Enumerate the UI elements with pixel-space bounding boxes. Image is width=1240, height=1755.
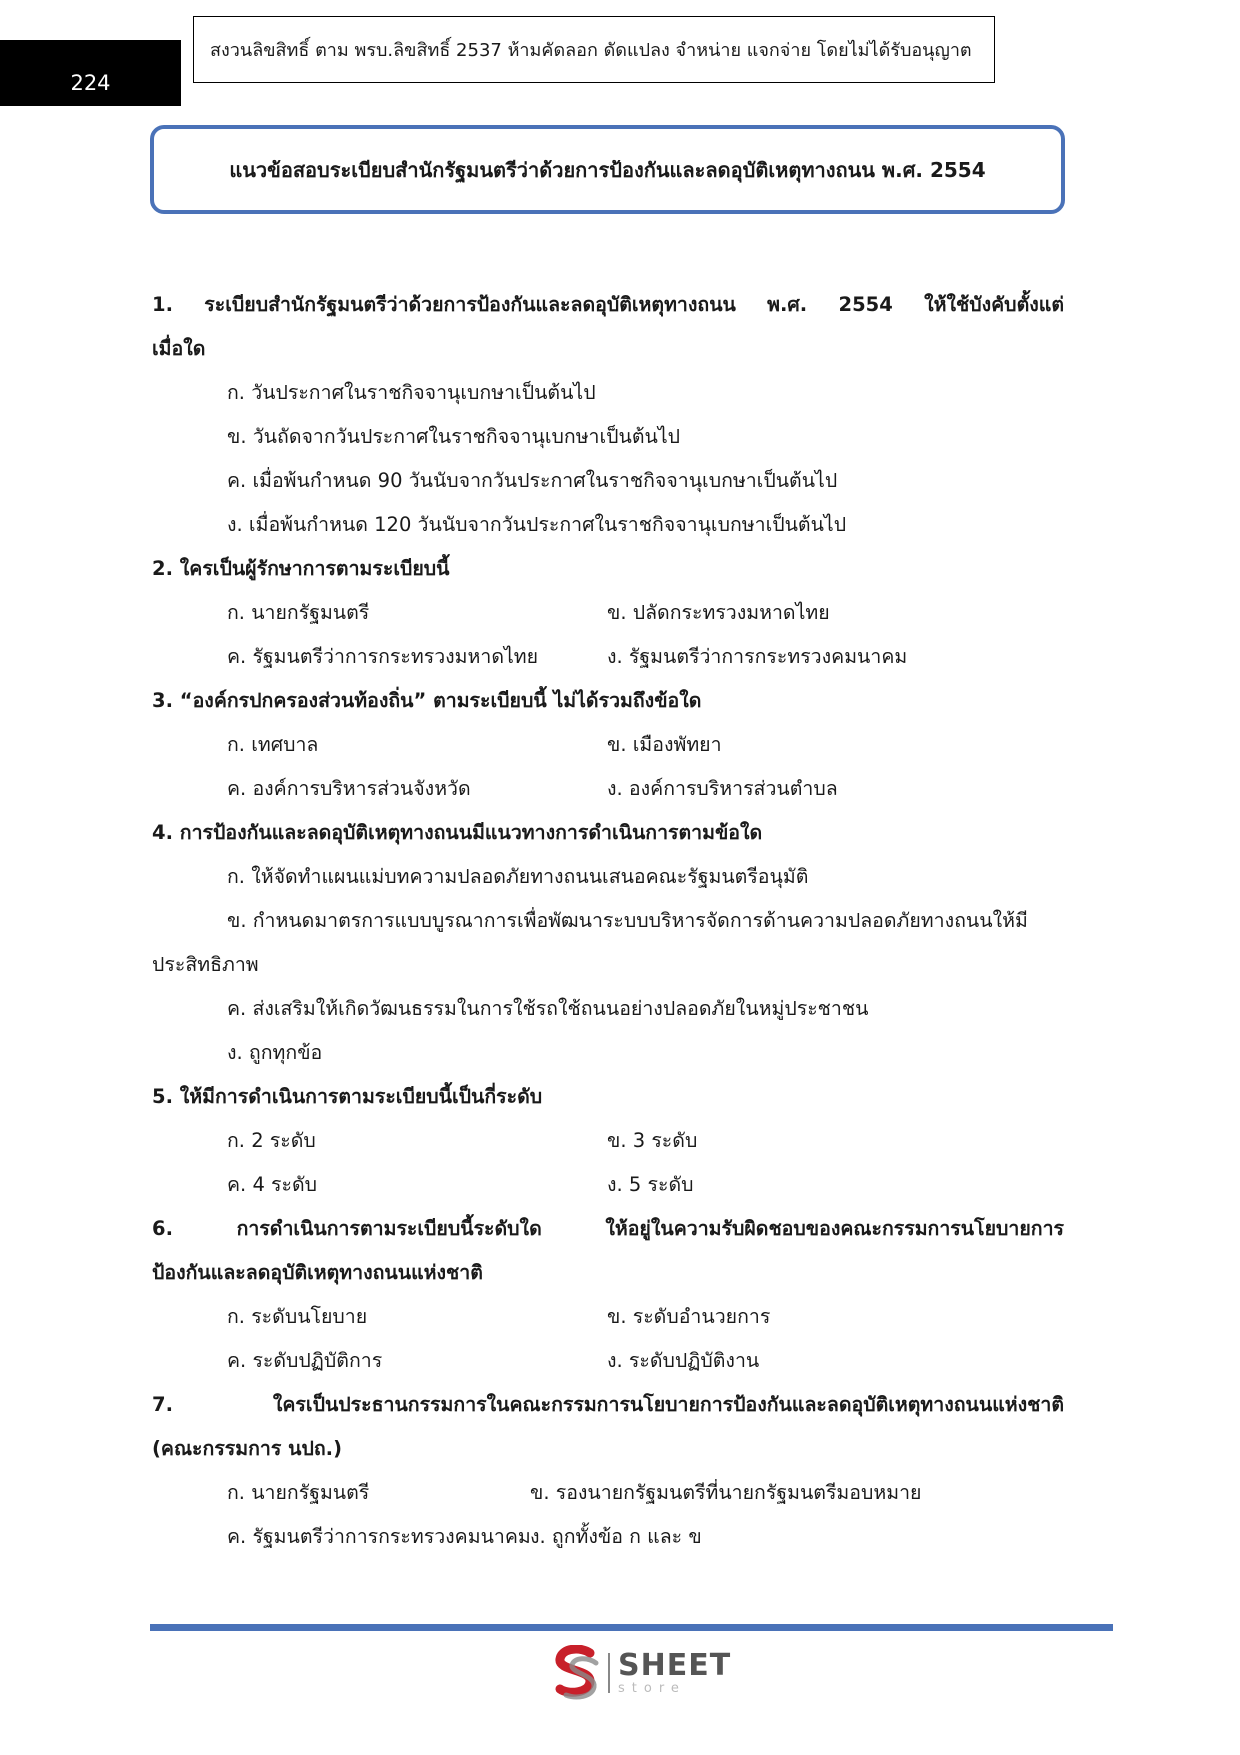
question-word: ระเบียบสำนักรัฐมนตรีว่าด้วยการป้องกันและลดอุบัติเหตุทางถนน — [204, 293, 736, 316]
option: ง. รัฐมนตรีว่าการกระทรวงคมนาคม — [607, 645, 908, 668]
option: ก. นายกรัฐมนตรี — [227, 601, 370, 624]
option: ข. กำหนดมาตรการแบบบูรณาการเพื่อพัฒนาระบบบริหารจัดการด้านความปลอดภัยทางถนนให้มีประสิทธิภาพ — [152, 909, 1028, 976]
option: ค. 4 ระดับ — [227, 1173, 318, 1196]
option: ค. ส่งเสริมให้เกิดวัฒนธรรมในการใช้รถใช้ถนนอย่างปลอดภัยในหมู่ประชาชน — [227, 997, 869, 1020]
question-word: ให้ใช้บังคับตั้งแต่ — [924, 293, 1064, 316]
option: ค. รัฐมนตรีว่าการกระทรวงคมนาคม — [227, 1525, 531, 1548]
option: ค. เมื่อพ้นกำหนด 90 วันนับจากวันประกาศในราชกิจจานุเบกษาเป็นต้นไป — [227, 469, 838, 492]
option-row — [152, 1163, 1064, 1207]
option-row — [152, 1471, 1064, 1515]
option: ข. รองนายกรัฐมนตรีที่นายกรัฐมนตรีมอบหมาย — [530, 1481, 922, 1504]
question-word: 7. — [152, 1393, 173, 1416]
question-word: 1. — [152, 293, 173, 316]
option: ข. ปลัดกระทรวงมหาดไทย — [607, 601, 830, 624]
option: ค. รัฐมนตรีว่าการกระทรวงมหาดไทย — [227, 645, 539, 668]
question-word: พ.ศ. — [767, 293, 808, 316]
page-number: 224 — [0, 40, 181, 106]
question-5: 5. ให้มีการดำเนินการตามระเบียบนี้เป็นกี่ระดับ — [152, 1085, 543, 1108]
option-row — [152, 635, 1064, 679]
option: ข. วันถัดจากวันประกาศในราชกิจจานุเบกษาเป็นต้นไป — [227, 425, 681, 448]
logo-subword: store — [618, 1681, 686, 1696]
question-7-line-2: (คณะกรรมการ นปถ.) — [152, 1437, 342, 1460]
option: ข. 3 ระดับ — [607, 1129, 698, 1152]
option-row — [152, 1515, 1064, 1559]
footer-divider — [150, 1624, 1113, 1631]
question-3: 3. “องค์กรปกครองส่วนท้องถิ่น” ตามระเบียบนี้ ไม่ได้รวมถึงข้อใด — [152, 689, 702, 712]
option: ข. ระดับอำนวยการ — [607, 1305, 771, 1328]
option-row — [152, 1295, 1064, 1339]
option: ง. ระดับปฏิบัติงาน — [607, 1349, 760, 1372]
option-row — [152, 723, 1064, 767]
option: ง. ถูกทั้งข้อ ก และ ข — [530, 1525, 702, 1548]
question-list — [152, 283, 1064, 1559]
question-word: การดำเนินการตามระเบียบนี้ระดับใด — [236, 1217, 542, 1240]
option: ค. ระดับปฏิบัติการ — [227, 1349, 383, 1372]
sheet-store-s-icon — [552, 1645, 602, 1701]
option: ก. นายกรัฐมนตรี — [227, 1481, 370, 1504]
logo-word: SHEET — [618, 1648, 732, 1683]
question-word: ใครเป็นประธานกรรมการในคณะกรรมการนโยบายการป้องกันและลดอุบัติเหตุทางถนนแห่งชาติ — [272, 1393, 1064, 1416]
option-row — [152, 767, 1064, 811]
question-1-line-2: เมื่อใด — [152, 337, 206, 360]
option: ง. 5 ระดับ — [607, 1173, 694, 1196]
question-2: 2. ใครเป็นผู้รักษาการตามระเบียบนี้ — [152, 557, 450, 580]
option: ง. เมื่อพ้นกำหนด 120 วันนับจากวันประกาศในราชกิจจานุเบกษาเป็นต้นไป — [227, 513, 847, 536]
question-word: ให้อยู่ในความรับผิดชอบของคณะกรรมการนโยบายการ — [605, 1217, 1064, 1240]
page-title: แนวข้อสอบระเบียบสำนักรัฐมนตรีว่าด้วยการป้องกันและลดอุบัติเหตุทางถนน พ.ศ. 2554 — [150, 125, 1065, 214]
option-row — [152, 1339, 1064, 1383]
question-word: 6. — [152, 1217, 173, 1240]
question-6 — [152, 1207, 1064, 1251]
option: ง. ถูกทุกข้อ — [227, 1041, 323, 1064]
option: ข. เมืองพัทยา — [607, 733, 722, 756]
option: ก. 2 ระดับ — [227, 1129, 316, 1152]
option: ก. เทศบาล — [227, 733, 319, 756]
option-row — [152, 1119, 1064, 1163]
question-1 — [152, 283, 1064, 327]
question-4: 4. การป้องกันและลดอุบัติเหตุทางถนนมีแนวทางการดำเนินการตามข้อใด — [152, 821, 763, 844]
option: ก. ระดับนโยบาย — [227, 1305, 368, 1328]
logo-text — [618, 1648, 732, 1696]
copyright-notice: สงวนลิขสิทธิ์ ตาม พรบ.ลิขสิทธิ์ 2537 ห้ามคัดลอก ดัดแปลง จำหน่าย แจกจ่าย โดยไม่ได้รับอนุญาต — [193, 16, 995, 83]
question-word: 2554 — [838, 293, 893, 316]
option: ค. องค์การบริหารส่วนจังหวัด — [227, 777, 471, 800]
sheet-store-logo — [552, 1645, 731, 1701]
question-6-line-2: ป้องกันและลดอุบัติเหตุทางถนนแห่งชาติ — [152, 1261, 483, 1284]
option: ก. วันประกาศในราชกิจจานุเบกษาเป็นต้นไป — [227, 381, 596, 404]
option: ก. ให้จัดทำแผนแม่บทความปลอดภัยทางถนนเสนอคณะรัฐมนตรีอนุมัติ — [227, 865, 809, 888]
logo-separator — [608, 1653, 610, 1693]
option: ง. องค์การบริหารส่วนตำบล — [607, 777, 838, 800]
option-row — [152, 591, 1064, 635]
question-7 — [152, 1383, 1064, 1427]
